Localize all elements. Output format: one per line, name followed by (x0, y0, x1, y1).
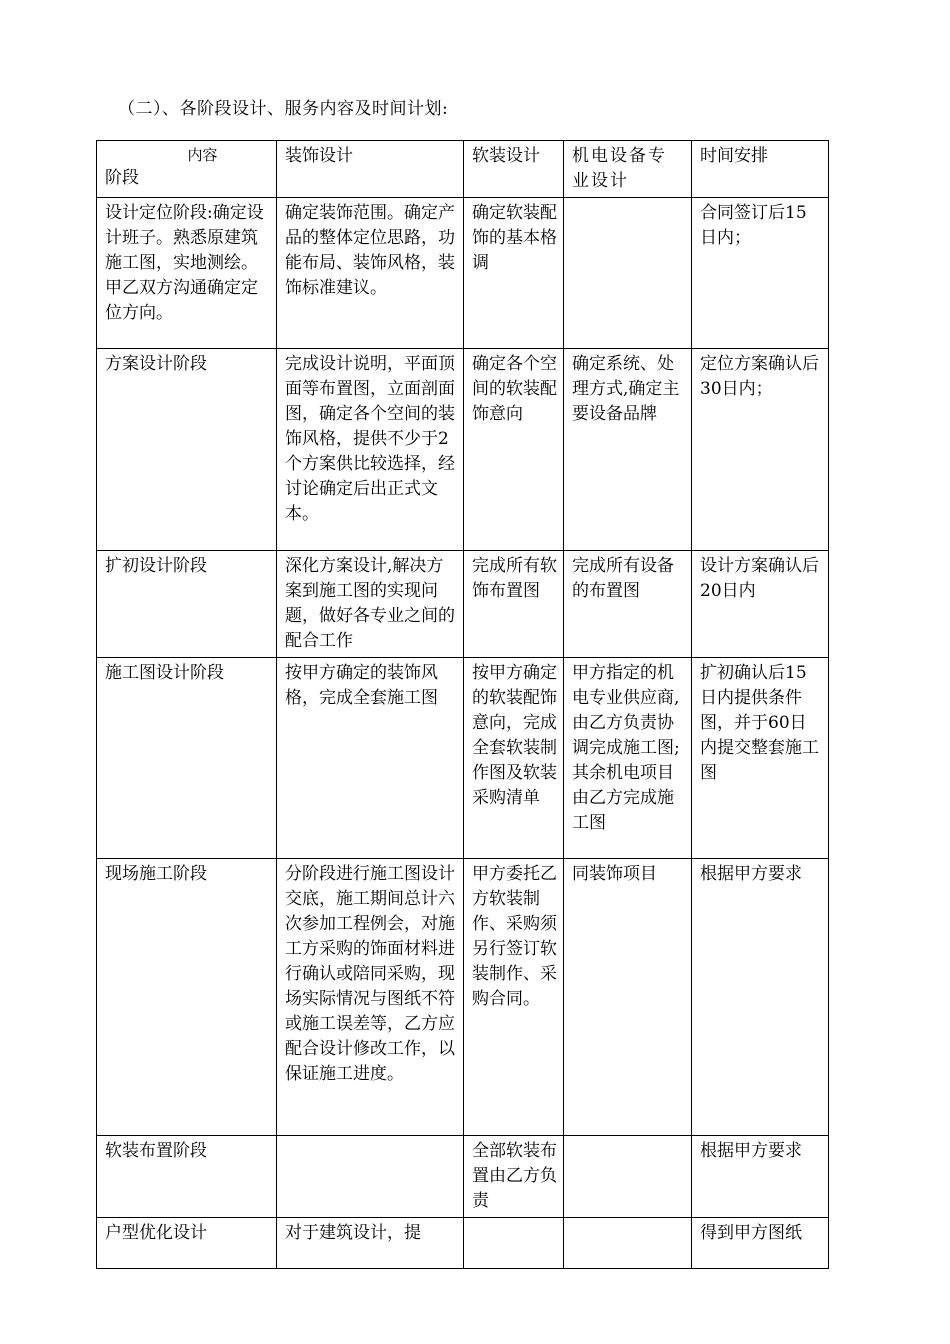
cell-soft: 确定软装配饰的基本格调 (464, 198, 564, 349)
cell-time: 得到甲方图纸 (692, 1218, 829, 1269)
header-corner-content-label: 内容 (187, 146, 218, 164)
table-row (97, 658, 829, 859)
cell-mep: 同装饰项目 (564, 859, 692, 1136)
cell-soft: 按甲方确定的软装配饰意向，完成全套软装制作图及软装采购清单 (464, 658, 564, 859)
cell-decor: 分阶段进行施工图设计交底，施工期间总计六次参加工程例会，对施工方采购的饰面材料进行确认或陪同采购，现场实际情况与图纸不符或施工误差等，乙方应配合设计修改工作，以保证施工进度。 (277, 859, 464, 1136)
header-mep-design: 机电设备专业设计 (564, 141, 692, 198)
cell-soft: 甲方委托乙方软装制作、采购须另行签订软装制作、采购合同。 (464, 859, 564, 1136)
header-soft-design: 软装设计 (464, 141, 564, 198)
cell-decor: 确定装饰范围。确定产品的整体定位思路，功能布局、装饰风格，装饰标准建议。 (277, 198, 464, 349)
design-schedule-table (96, 140, 829, 1269)
table-row (97, 551, 829, 658)
cell-stage: 软装布置阶段 (97, 1136, 277, 1218)
header-corner-cell (97, 141, 277, 198)
table-row (97, 1218, 829, 1269)
cell-stage: 现场施工阶段 (97, 859, 277, 1136)
cell-decor: 深化方案设计,解决方案到施工图的实现问题，做好各专业之间的配合工作 (277, 551, 464, 658)
table-row (97, 349, 829, 551)
cell-decor: 对于建筑设计，提 (277, 1218, 464, 1269)
cell-decor: 按甲方确定的装饰风格，完成全套施工图 (277, 658, 464, 859)
cell-time: 扩初确认后15日内提供条件图，并于60日内提交整套施工图 (692, 658, 829, 859)
cell-decor (277, 1136, 464, 1218)
cell-time: 设计方案确认后20日内 (692, 551, 829, 658)
cell-soft (464, 1218, 564, 1269)
cell-decor: 完成设计说明，平面顶面等布置图，立面剖面图，确定各个空间的装饰风格，提供不少于2个方案供比较选择，经讨论确定后出正式文本。 (277, 349, 464, 551)
header-schedule: 时间安排 (692, 141, 829, 198)
cell-mep (564, 1218, 692, 1269)
cell-mep: 甲方指定的机电专业供应商,由乙方负责协调完成施工图;其余机电项目由乙方完成施工图 (564, 658, 692, 859)
header-decor-design: 装饰设计 (277, 141, 464, 198)
header-corner-stage-label: 阶段 (105, 168, 139, 188)
cell-soft: 全部软装布置由乙方负责 (464, 1136, 564, 1218)
cell-stage: 设计定位阶段:确定设计班子。熟悉原建筑施工图，实地测绘。甲乙双方沟通确定定位方向。 (97, 198, 277, 349)
cell-stage: 方案设计阶段 (97, 349, 277, 551)
section-heading: （二）、各阶段设计、服务内容及时间计划: (118, 99, 449, 119)
cell-stage: 户型优化设计 (97, 1218, 277, 1269)
table-row (97, 198, 829, 349)
cell-time: 根据甲方要求 (692, 1136, 829, 1218)
cell-mep: 确定系统、处理方式,确定主要设备品牌 (564, 349, 692, 551)
cell-time: 根据甲方要求 (692, 859, 829, 1136)
cell-time: 合同签订后15日内； (692, 198, 829, 349)
table-row (97, 1136, 829, 1218)
cell-time: 定位方案确认后30日内； (692, 349, 829, 551)
cell-mep (564, 1136, 692, 1218)
cell-soft: 完成所有软饰布置图 (464, 551, 564, 658)
cell-stage: 扩初设计阶段 (97, 551, 277, 658)
cell-mep (564, 198, 692, 349)
cell-mep: 完成所有设备的布置图 (564, 551, 692, 658)
cell-stage: 施工图设计阶段 (97, 658, 277, 859)
cell-soft: 确定各个空间的软装配饰意向 (464, 349, 564, 551)
table-row (97, 859, 829, 1136)
table-header-row (97, 141, 829, 198)
